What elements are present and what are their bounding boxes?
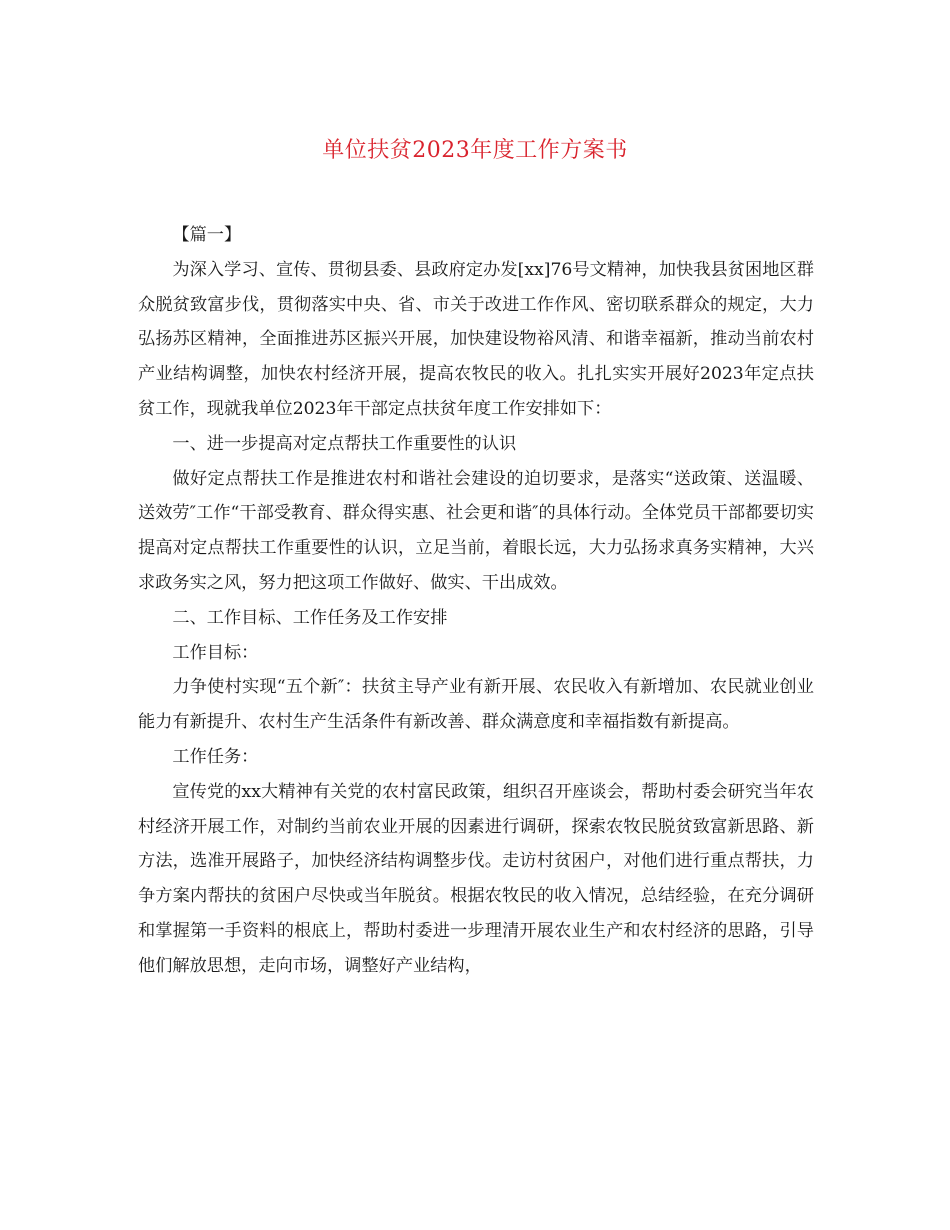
document-body	[138, 218, 814, 984]
heading-section-2: 二、工作目标、工作任务及工作安排	[172, 607, 448, 628]
subheading-goals: 工作目标：	[172, 642, 259, 663]
paragraph-tasks: 宣传党的xx大精神有关党的农村富民政策，组织召开座谈会，帮助村委会研究当年农村经济开展工作，对制约当前农业开展的因素进行调研，探索农牧民脱贫致富新思路、新方法，选准开展路子，加快经济结构调整步伐。走访村贫困户，对他们进行重点帮扶，力争方案内帮扶的贫困户尽快或当年脱贫。根据农牧民的收入情况，总结经验，在充分调研和掌握第一手资料的根底上，帮助村委进一步理清开展农业生产和农村经济的思路，引导他们解放思想，走向市场，调整好产业结构，	[138, 781, 814, 976]
paragraph-intro: 为深入学习、宣传、贯彻县委、县政府定办发[xx]76号文精神，加快我县贫困地区群众脱贫致富步伐，贯彻落实中央、省、市关于改进工作作风、密切联系群众的规定，大力弘扬苏区精神，全面推进苏区振兴开展，加快建设物裕风清、和谐幸福新，推动当前农村产业结构调整，加快农村经济开展，提高农牧民的收入。扎扎实实开展好2023年定点扶贫工作，现就我单位2023年干部定点扶贫年度工作安排如下：	[138, 259, 814, 419]
subheading-tasks: 工作任务：	[172, 746, 259, 767]
section-marker: 【篇一】	[172, 225, 242, 245]
paragraph-section-1: 做好定点帮扶工作是推进农村和谐社会建设的迫切要求，是落实“送政策、送温暖、送效劳″工作“干部受教育、群众得实惠、社会更和谐″的具体行动。全体党员干部都要切实提高对定点帮扶工作重要性的认识，立足当前，着眼长远，大力弘扬求真务实精神，大兴求政务实之风，努力把这项工作做好、做实、干出成效。	[138, 468, 814, 593]
paragraph-goals: 力争使村实现“五个新″：扶贫主导产业有新开展、农民收入有新增加、农民就业创业能力有新提升、农村生产生活条件有新改善、群众满意度和幸福指数有新提高。	[138, 677, 814, 733]
heading-section-1: 一、进一步提高对定点帮扶工作重要性的认识	[172, 433, 517, 454]
document-title: 单位扶贫2023年度工作方案书	[322, 138, 628, 163]
